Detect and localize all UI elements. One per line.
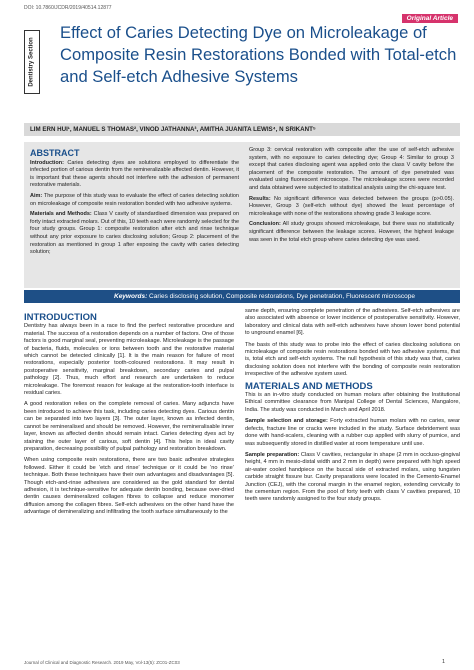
article-title: Effect of Caries Detecting Dye on Microleakage of Composite Resin Restorations Bonded with Total-etch and Self-etch Adhesive Systems	[60, 23, 457, 86]
doi-text: DOI: 10.7860/JCDR/2019/40514.12877	[24, 5, 112, 11]
page-number: 1	[442, 659, 446, 665]
introduction-heading: INTRODUCTION	[24, 312, 97, 323]
keywords-label: Keywords:	[114, 293, 148, 300]
abstract-box	[24, 142, 460, 288]
keywords-bar	[24, 290, 460, 303]
abstract-heading: ABSTRACT	[30, 148, 80, 158]
sample-selection-paragraph: Sample selection and storage: Forty extracted human molars with no caries, wear defects, fracture line or cracks were included in the study. Surface debridement was done with hand-scalers, cleaning with a rubber cup applied with slurry of pumice, and was subsequently stored in distilled water at room temperature until use.	[245, 418, 461, 447]
section-label: Dentistry Section	[29, 37, 36, 87]
keywords-text: Caries disclosing solution, Composite restorations, Dye penetration, Fluorescent microscope	[149, 293, 415, 300]
abstract-conclusion: Conclusion: All study groups showed microleakage, but there was no statistically significant difference between the leakage scores. However, the highest leakage was seen in the total etch group where caries detecting dye was used.	[249, 221, 454, 243]
article-type-badge: Original Article	[402, 14, 458, 23]
methods-paragraph-1: This is an in-vitro study conducted on human molars after obtaining the Institutional Ethical committee clearance from Manipal College of Dental Sciences, Mangalore, India. The study was conducted in March and April 2018.	[245, 392, 460, 413]
right-paragraph-2: The basis of this study was to probe into the effect of caries disclosing solutions on microleakage of composite resin restorations bonded with two adhesive systems, that is, total etch and self-etch systems. The null hypothesis of this study was that, caries disclosing solution does not interfere with the bonding of composite resin restoration irrespective of the adhesive system used.	[245, 341, 460, 378]
authors-bar: LIM ERN HUI¹, MANUEL S THOMAS², VINOD JATHANNA³, AMITHA JUANITA LEWIS⁴, N SRIKANT⁵	[24, 123, 460, 136]
abstract-methods-continued: Group 3: cervical restoration with composite after the use of self-etch adhesive system, with no exposure to caries detecting dye; Group 4: Similar to group 3 except that caries disclosing agent was applied onto the class V cavity before the placement of the composite restoration. The amount of dye penetrated was evaluated using fluorescent microscope. The microleakage scores were recorded and data obtained were subjected to statistical analysis using the chi-square test.	[249, 147, 454, 191]
body-left-column	[24, 312, 234, 521]
intro-paragraph-1: Dentistry has always been in a race to find the perfect restorative procedure and material. The success of a restoration depends on a number of factors. One of those factors is good marginal seal, preventing microleakage. Microleakage is the passage of bacteria, fluids, molecules or ions between tooth and the restorative material which cannot be detected clinically [1]. It is the main reason for failure of most restorations, especially posterior tooth-coloured restorations. It may result in postoperative sensitivity, marginal breakdown, secondary caries and pulpal pathology [2]. Thus, much effort and research are undertaken to reduce microleakage. The foremost reason for leakage at the restoration-tooth interface is residual caries.	[24, 323, 234, 397]
sample-preparation-paragraph: Sample preparation: Class V cavities, rectangular in shape (2 mm in occluso-gingival height, 4 mm in mesio-distal width and 2 mm in depth) were prepared with high speed air-water cooled handpiece on the buccal side of extracted molars, using tungsten carbide straight fissure bur. Cavity preparations were located in the Cemento-Enamel Junction (CEJ), with the coronal margin in the enamel region, extending cervically to the cementum region. From the pool of forty teeth with class V cavities prepared, 10 teeth were randomly assigned to the four study groups.	[245, 451, 460, 503]
intro-paragraph-2: A good restoration relies on the complete removal of caries. Many adjuncts have been introduced to achieve this task, including caries detecting dyes. Carious dentin can be separated into two layers [3]. The outer layer, known as infected dentin, cannot be remineralised and should be removed. However, the remineralisable inner layer, known as affected dentin should remain intact. Caries detecting dyes act by staining the outer layer of carious, soft dentin [4]. This helps in ideal cavity preparation, decreasing possibility of pulpal pathology and restoration breakdown.	[24, 401, 234, 452]
abstract-methods: Materials and Methods: Class V cavity of standardised dimension was prepared on forty intact extracted molars. Out of this, 10 teeth each were randomly selected for the four study groups. Group 1: composite restoration after etch and rinse technique without any prior exposure to caries disclosing solution; Group 2: placement of the restoration as mentioned in group 1 after exposing the cavity with caries detecting solution;	[30, 211, 240, 256]
abstract-results: Results: No significant difference was detected between the groups (p>0.05). However, Group 3 (self-etch without dye) showed the least percentage of microleakage with none of the restorations showing grade 3 leakage score.	[249, 195, 455, 217]
section-tab	[24, 30, 40, 94]
abstract-right-column	[249, 147, 454, 247]
journal-footer: Journal of Clinical and Diagnostic Research. 2019 May, Vol-13(5): ZC01-ZC03	[24, 660, 180, 665]
methods-heading: MATERIALS AND METHODS	[245, 380, 373, 392]
body-right-column	[245, 308, 460, 508]
abstract-left-column	[30, 150, 239, 260]
abstract-introduction: Introduction: Caries detecting dyes are solutions employed to differentiate the infected portion of carious dentin from the remineralizable affected dentin. However, it is important that these agents should not interfere with the adhesion of permanent restorative materials.	[30, 159, 240, 189]
intro-paragraph-3: When using composite resin restorations, there are two basic adhesive strategies followed. Either it could be ‘etch and rinse’ technique or it could be ‘no rinse’ technique. Both these techniques have their own advantages and disadvantages [5]. Though etch-and-rinse adhesives are considered as the gold standard for dental adhesion, it is technique-sensitive for adequate dentin bonding, because over-dried dentin causes demineralized collagen fibres to collapse and reduce monomer diffusion among the collagen fibres. Self-etch adhesives on the other hand have the advantage of demineralizing and infiltrating the tooth surface simultaneously to the	[24, 457, 234, 516]
abstract-aim: Aim: The purpose of this study was to evaluate the effect of caries detecting solution on microleakage of composite resin restoration bonded with two adhesive systems.	[30, 192, 239, 207]
right-paragraph-1: same depth, ensuring complete penetration of the adhesives. Self-etch adhesives are also associated with absence or lower incidence of postoperative sensitivity. However, laboratory and clinical data with self-etch adhesives have shown lower bond potential to unground enamel [6].	[245, 308, 460, 337]
